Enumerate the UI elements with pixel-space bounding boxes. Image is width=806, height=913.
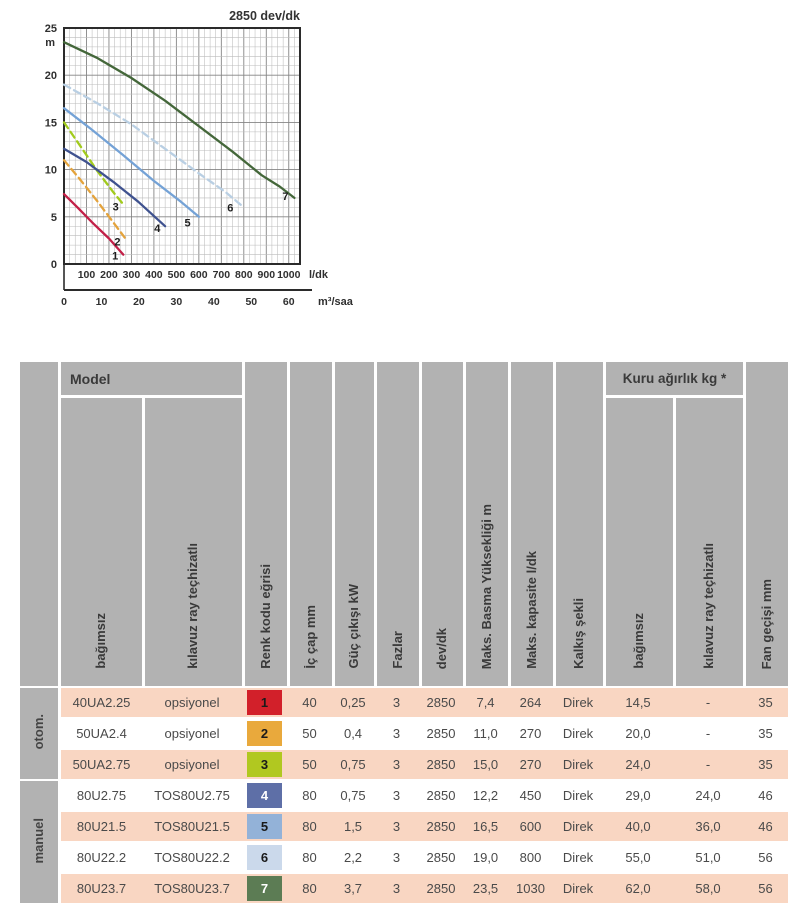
cell-ic_cap: 40 (287, 686, 332, 717)
curve-color-badge (242, 810, 287, 841)
cell-fan: 35 (743, 717, 788, 748)
cell-fazlar: 3 (374, 686, 419, 717)
cell-ic_cap: 50 (287, 717, 332, 748)
x-tick-m3saa: 60 (282, 296, 295, 308)
cell-agirlik_kilavuz: - (673, 686, 743, 717)
cell-kalkis: Direk (553, 841, 603, 872)
pump-spec-table (20, 362, 788, 903)
cell-fazlar: 3 (374, 779, 419, 810)
group-label-manuel (20, 779, 61, 903)
cell-ic_cap: 80 (287, 810, 332, 841)
x-tick-ldk: 500 (167, 269, 186, 281)
x-tick-m3saa: 40 (207, 296, 220, 308)
table-row (20, 686, 788, 717)
header-model-bagimsiz: bağımsız (61, 398, 142, 686)
cell-devdk: 2850 (419, 810, 463, 841)
x-tick-m3saa: 30 (170, 296, 183, 308)
header-model: Model (61, 362, 242, 398)
curve-number: 6 (247, 845, 282, 870)
curve-color-badge (242, 717, 287, 748)
curve-number: 1 (247, 690, 282, 715)
cell-fazlar: 3 (374, 841, 419, 872)
header-guc-cikisi: Güç çıkışı kW (332, 362, 374, 686)
cell-kalkis: Direk (553, 686, 603, 717)
header-agirlik-bagimsiz: bağımsız (603, 398, 673, 686)
x-tick-ldk: 200 (100, 269, 118, 281)
cell-fan: 56 (743, 872, 788, 903)
cell-basma: 7,4 (463, 686, 508, 717)
cell-ic_cap: 80 (287, 779, 332, 810)
header-maks-basma: Maks. Basma Yüksekliği m (463, 362, 508, 686)
cell-devdk: 2850 (419, 841, 463, 872)
curve-3 (64, 122, 124, 205)
x-tick-ldk: 600 (190, 269, 208, 281)
cell-fazlar: 3 (374, 748, 419, 779)
cell-kapasite: 264 (508, 686, 553, 717)
curve-number: 4 (247, 783, 282, 808)
cell-fan: 46 (743, 810, 788, 841)
cell-kalkis: Direk (553, 717, 603, 748)
cell-guc: 0,75 (332, 779, 374, 810)
cell-devdk: 2850 (419, 686, 463, 717)
chart-title: 2850 dev/dk (229, 9, 300, 23)
group-label-otom (20, 686, 61, 779)
x-tick-ldk: 900 (257, 269, 276, 281)
x-tick-m3saa: 10 (95, 296, 108, 308)
cell-devdk: 2850 (419, 872, 463, 903)
curve-number: 3 (247, 752, 282, 777)
table-row (20, 717, 788, 748)
cell-model_kilavuz: TOS80U23.7 (142, 872, 242, 903)
cell-basma: 19,0 (463, 841, 508, 872)
x-tick-ldk: 300 (122, 269, 141, 281)
curve-label-2: 2 (114, 236, 121, 249)
header-kuru-agirlik: Kuru ağırlık kg * (603, 362, 743, 398)
curve-number: 5 (247, 814, 282, 839)
cell-model_bagimsiz: 40UA2.25 (61, 686, 142, 717)
cell-guc: 2,2 (332, 841, 374, 872)
cell-model_bagimsiz: 80U23.7 (61, 872, 142, 903)
cell-kapasite: 270 (508, 717, 553, 748)
curve-color-badge (242, 686, 287, 717)
cell-model_kilavuz: TOS80U21.5 (142, 810, 242, 841)
cell-model_bagimsiz: 50UA2.4 (61, 717, 142, 748)
curve-color-badge (242, 841, 287, 872)
cell-fan: 46 (743, 779, 788, 810)
x-tick-m3saa: 0 (61, 296, 67, 308)
pump-performance-chart (28, 4, 374, 321)
cell-agirlik_kilavuz: 58,0 (673, 872, 743, 903)
header-maks-kapasite: Maks. kapasite l/dk (508, 362, 553, 686)
table-row (20, 841, 788, 872)
curve-color-badge (242, 872, 287, 903)
cell-agirlik_bagimsiz: 62,0 (603, 872, 673, 903)
cell-agirlik_kilavuz: 51,0 (673, 841, 743, 872)
cell-model_kilavuz: opsiyonel (142, 717, 242, 748)
cell-model_bagimsiz: 80U2.75 (61, 779, 142, 810)
x-tick-m3saa: 20 (133, 296, 145, 308)
x-tick-ldk: 400 (145, 269, 163, 281)
cell-basma: 16,5 (463, 810, 508, 841)
curve-label-3: 3 (112, 201, 119, 214)
cell-fan: 35 (743, 748, 788, 779)
header-corner (20, 362, 61, 686)
curve-label-7: 7 (282, 191, 289, 204)
group-label-text: otom. (30, 714, 46, 750)
x-tick-ldk: 700 (212, 269, 231, 281)
curve-label-5: 5 (184, 217, 191, 230)
table-row (20, 748, 788, 779)
cell-agirlik_bagimsiz: 24,0 (603, 748, 673, 779)
pump-curve-svg (28, 4, 374, 316)
header-renk-kodu: Renk kodu eğrisi (242, 362, 287, 686)
cell-fan: 56 (743, 841, 788, 872)
x-axis-label-m3saa: m³/saa (318, 296, 353, 308)
y-tick: 5 (50, 211, 57, 224)
cell-model_bagimsiz: 50UA2.75 (61, 748, 142, 779)
cell-devdk: 2850 (419, 748, 463, 779)
header-model-kilavuz: kılavuz ray teçhizatlı (142, 398, 242, 686)
cell-guc: 3,7 (332, 872, 374, 903)
cell-agirlik_kilavuz: - (673, 748, 743, 779)
cell-kalkis: Direk (553, 779, 603, 810)
cell-devdk: 2850 (419, 779, 463, 810)
cell-kalkis: Direk (553, 810, 603, 841)
cell-model_kilavuz: opsiyonel (142, 686, 242, 717)
cell-agirlik_kilavuz: - (673, 717, 743, 748)
cell-ic_cap: 50 (287, 748, 332, 779)
cell-kalkis: Direk (553, 872, 603, 903)
curve-label-4: 4 (154, 223, 161, 236)
group-label-text: manuel (30, 817, 46, 864)
y-axis-label: m (45, 37, 55, 49)
x-tick-ldk: 800 (235, 269, 253, 281)
cell-guc: 1,5 (332, 810, 374, 841)
curve-6 (64, 85, 242, 206)
header-row-1 (20, 362, 788, 398)
cell-basma: 11,0 (463, 717, 508, 748)
curve-number: 2 (247, 721, 282, 746)
cell-agirlik_bagimsiz: 40,0 (603, 810, 673, 841)
cell-devdk: 2850 (419, 717, 463, 748)
cell-fazlar: 3 (374, 717, 419, 748)
header-ic-cap: İç çap mm (287, 362, 332, 686)
cell-agirlik_bagimsiz: 20,0 (603, 717, 673, 748)
curve-number: 7 (247, 876, 282, 901)
cell-model_bagimsiz: 80U21.5 (61, 810, 142, 841)
pump-spec-table-wrap (20, 362, 788, 903)
cell-guc: 0,25 (332, 686, 374, 717)
cell-model_kilavuz: TOS80U2.75 (142, 779, 242, 810)
x-tick-ldk: 100 (77, 269, 96, 281)
cell-basma: 15,0 (463, 748, 508, 779)
table-row (20, 810, 788, 841)
table-row (20, 779, 788, 810)
cell-model_kilavuz: opsiyonel (142, 748, 242, 779)
cell-ic_cap: 80 (287, 872, 332, 903)
cell-agirlik_bagimsiz: 29,0 (603, 779, 673, 810)
cell-kapasite: 600 (508, 810, 553, 841)
x-axis-label-ldk: l/dk (309, 269, 328, 281)
header-agirlik-kilavuz: kılavuz ray teçhizatlı (673, 398, 743, 686)
cell-kapasite: 800 (508, 841, 553, 872)
x-tick-ldk: 1000 (277, 269, 301, 281)
cell-guc: 0,75 (332, 748, 374, 779)
cell-ic_cap: 80 (287, 841, 332, 872)
cell-fan: 35 (743, 686, 788, 717)
y-tick: 25 (44, 23, 57, 35)
y-tick: 10 (44, 164, 57, 177)
curve-color-badge (242, 748, 287, 779)
cell-kapasite: 270 (508, 748, 553, 779)
y-tick: 0 (50, 259, 57, 271)
cell-fazlar: 3 (374, 872, 419, 903)
x-tick-m3saa: 50 (245, 296, 258, 308)
cell-agirlik_bagimsiz: 14,5 (603, 686, 673, 717)
curve-label-1: 1 (112, 250, 119, 263)
cell-kapasite: 450 (508, 779, 553, 810)
header-fazlar: Fazlar (374, 362, 419, 686)
table-row (20, 872, 788, 903)
curve-label-6: 6 (227, 202, 234, 215)
cell-kalkis: Direk (553, 748, 603, 779)
cell-agirlik_kilavuz: 24,0 (673, 779, 743, 810)
cell-model_kilavuz: TOS80U22.2 (142, 841, 242, 872)
curve-color-badge (242, 779, 287, 810)
cell-kapasite: 1030 (508, 872, 553, 903)
cell-fazlar: 3 (374, 810, 419, 841)
spec-table-body (20, 686, 788, 903)
header-devdk: dev/dk (419, 362, 463, 686)
cell-agirlik_kilavuz: 36,0 (673, 810, 743, 841)
y-tick: 20 (44, 70, 57, 83)
cell-agirlik_bagimsiz: 55,0 (603, 841, 673, 872)
header-fan-gecisi: Fan geçişi mm (743, 362, 788, 686)
cell-basma: 12,2 (463, 779, 508, 810)
header-kalkis-sekli: Kalkış şekli (553, 362, 603, 686)
cell-model_bagimsiz: 80U22.2 (61, 841, 142, 872)
cell-basma: 23,5 (463, 872, 508, 903)
cell-guc: 0,4 (332, 717, 374, 748)
y-tick: 15 (44, 117, 57, 130)
